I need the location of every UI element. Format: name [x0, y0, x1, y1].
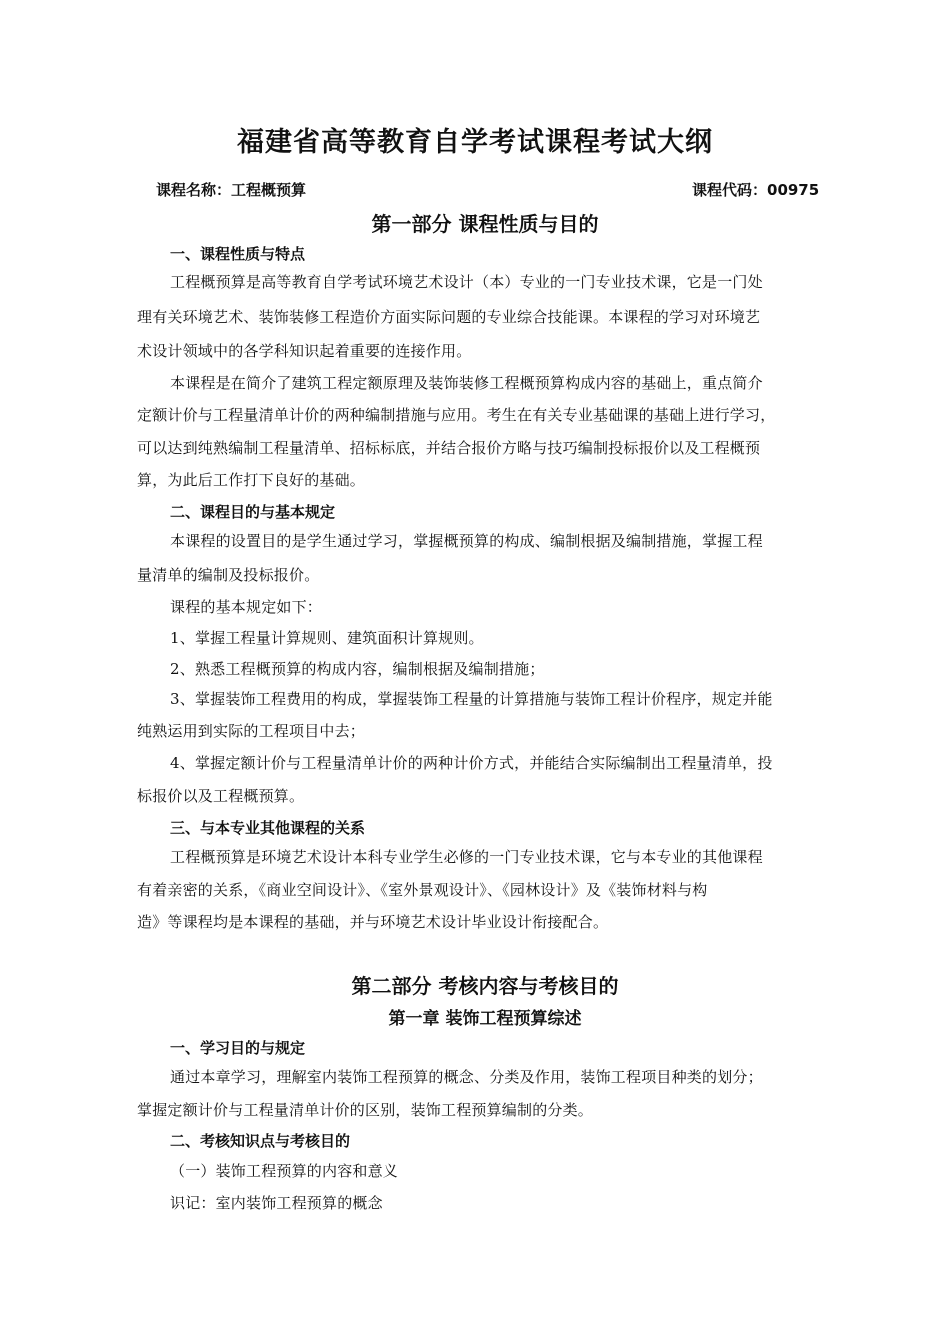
chapter-heading: 第一章 装饰工程预算综述 [388, 1009, 582, 1029]
paragraph-line: 造》等课程均是本课程的基础，并与环境艺术设计毕业设计衔接配合。 [137, 913, 609, 931]
section-heading: 三、与本专业其他课程的关系 [170, 819, 366, 837]
section-heading: 二、课程目的与基本规定 [170, 503, 336, 521]
paragraph-line: 算，为此后工作打下良好的基础。 [137, 471, 366, 489]
list-item-continuation: 标报价以及工程概预算。 [137, 787, 305, 805]
list-item: 1、掌握工程量计算规则、建筑面积计算规则。 [170, 629, 484, 647]
paragraph-line: 本课程是在简介了建筑工程定额原理及装饰装修工程概预算构成内容的基础上，重点简介 [170, 374, 763, 392]
list-item: 3、掌握装饰工程费用的构成，掌握装饰工程量的计算措施与装饰工程计价程序，规定并能 [170, 690, 773, 708]
paragraph-line: 通过本章学习，理解室内装饰工程预算的概念、分类及作用，装饰工程项目种类的划分； [170, 1068, 763, 1086]
paragraph-line: 理有关环境艺术、装饰装修工程造价方面实际问题的专业综合技能课。本课程的学习对环境艺 [137, 308, 761, 326]
list-item: 4、掌握定额计价与工程量清单计价的两种计价方式，并能结合实际编制出工程量清单，投 [170, 754, 773, 772]
list-item: 2、熟悉工程概预算的构成内容，编制根据及编制措施； [170, 660, 545, 678]
document-title: 福建省高等教育自学考试课程考试大纲 [237, 127, 713, 158]
paragraph-line: 工程概预算是环境艺术设计本科专业学生必修的一门专业技术课，它与本专业的其他课程 [170, 848, 763, 866]
paragraph-line: 本课程的设置目的是学生通过学习，掌握概预算的构成、编制根据及编制措施，掌握工程 [170, 532, 763, 550]
section-heading: 一、课程性质与特点 [170, 245, 306, 263]
subsection-heading: （一）装饰工程预算的内容和意义 [170, 1162, 399, 1180]
paragraph-line: 定额计价与工程量清单计价的两种编制措施与应用。考生在有关专业基础课的基础上进行学习， [137, 406, 776, 424]
paragraph-line: 术设计领域中的各学科知识起着重要的连接作用。 [137, 342, 472, 360]
course-name: 课程名称：工程概预算 [156, 181, 307, 199]
course-code: 课程代码：00975 [692, 181, 820, 199]
part2-heading: 第二部分 考核内容与考核目的 [351, 974, 619, 998]
part1-heading: 第一部分 课程性质与目的 [371, 212, 599, 236]
section-heading: 一、学习目的与规定 [170, 1039, 306, 1057]
paragraph-line: 识记：室内装饰工程预算的概念 [170, 1194, 383, 1212]
paragraph-line: 可以达到纯熟编制工程量清单、招标标底，并结合报价方略与技巧编制投标报价以及工程概预 [137, 439, 761, 457]
paragraph-line: 量清单的编制及投标报价。 [137, 566, 320, 584]
section-heading: 二、考核知识点与考核目的 [170, 1132, 351, 1150]
paragraph-line: 掌握定额计价与工程量清单计价的区别，装饰工程预算编制的分类。 [137, 1101, 594, 1119]
paragraph-line: 课程的基本规定如下： [170, 598, 323, 616]
paragraph-line: 有着亲密的关系，《商业空间设计》、《室外景观设计》、《园林设计》及《装饰材料与构 [137, 881, 708, 899]
list-item-continuation: 纯熟运用到实际的工程项目中去； [137, 722, 366, 740]
paragraph-line: 工程概预算是高等教育自学考试环境艺术设计（本）专业的一门专业技术课，它是一门处 [170, 273, 763, 291]
